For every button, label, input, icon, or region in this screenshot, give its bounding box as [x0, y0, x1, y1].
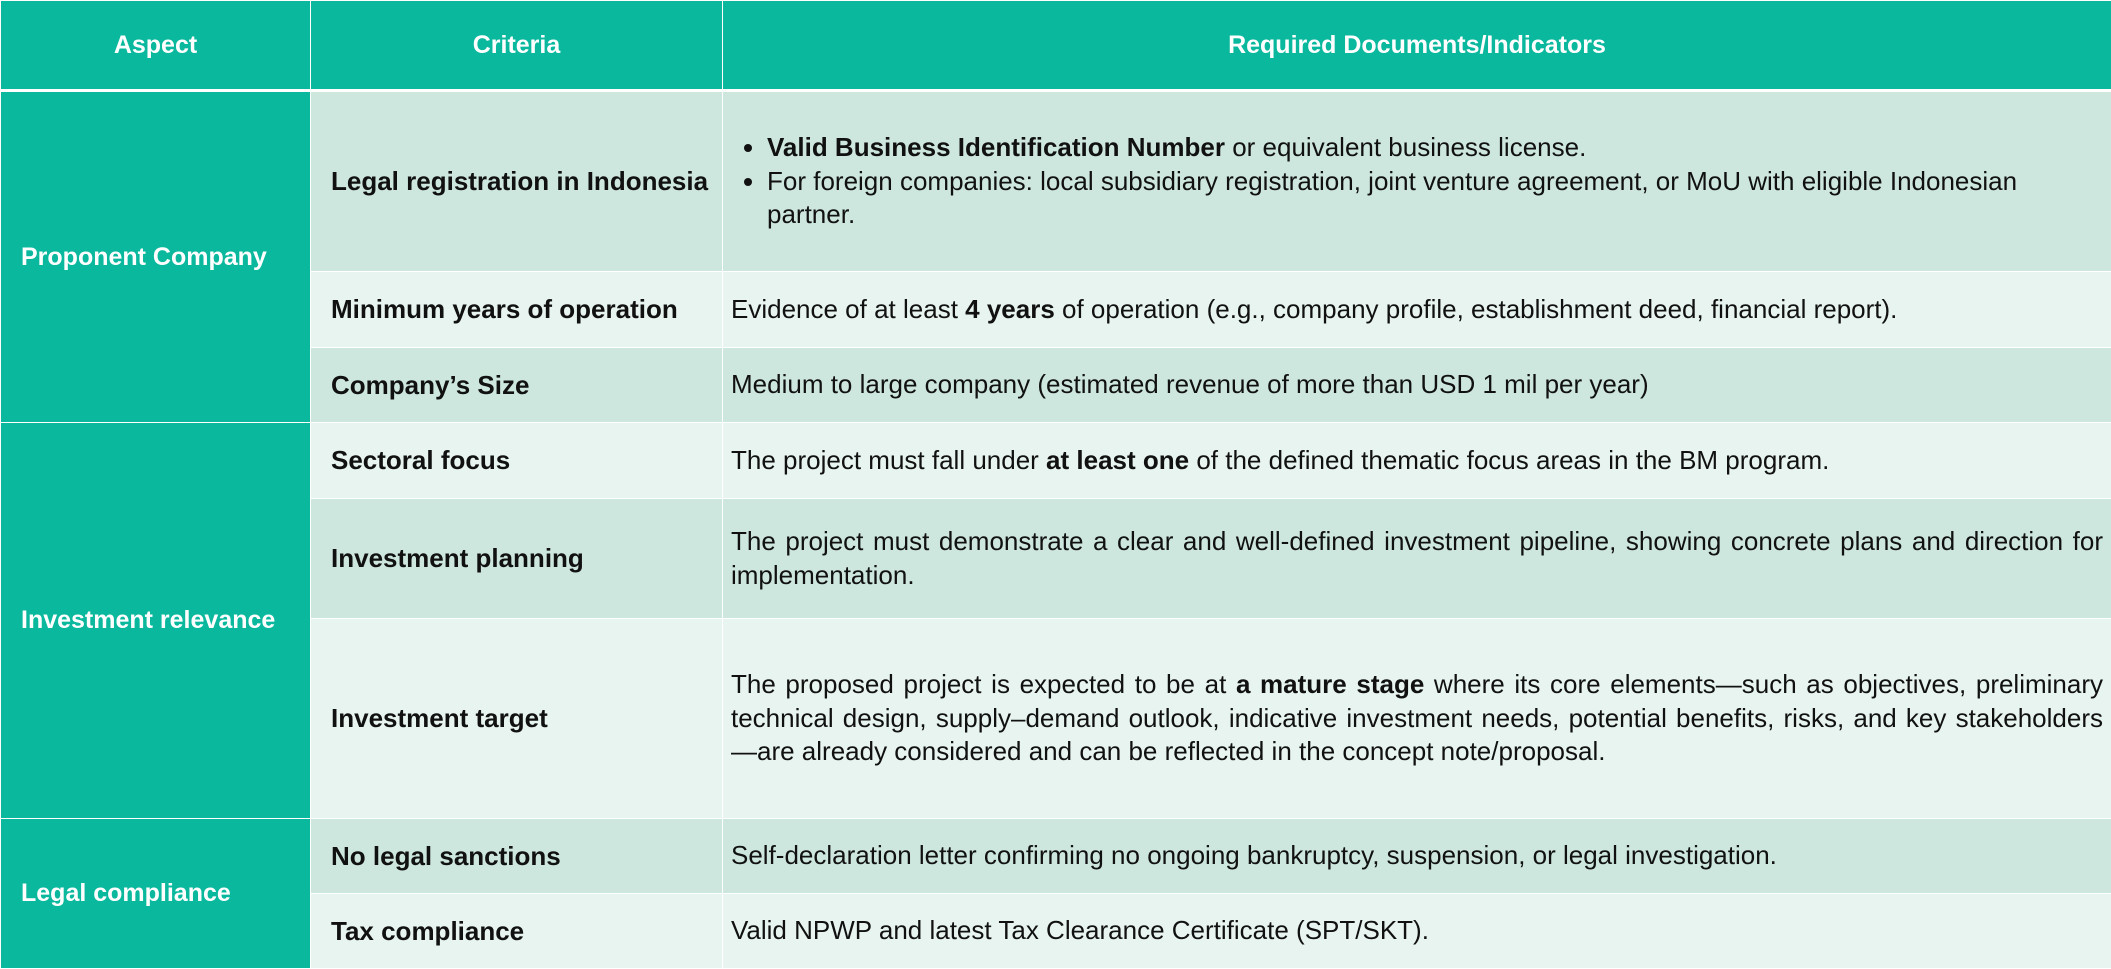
required-company-size: Medium to large company (estimated revenue of more than USD 1 mil per year)	[723, 348, 2111, 423]
body-text: For foreign companies: local subsidiary registration, joint venture agreement, or MoU with eligible Indonesian partner.	[767, 166, 2017, 230]
list-item	[767, 165, 2103, 233]
aspect-legal-compliance: Legal compliance	[1, 819, 311, 969]
criteria-company-size: Company’s Size	[311, 348, 723, 423]
required-minimum-years	[723, 272, 2111, 348]
bullet-list	[731, 131, 2103, 232]
list-item	[767, 131, 2103, 165]
table-row	[1, 619, 2111, 819]
required-tax-compliance: Valid NPWP and latest Tax Clearance Certificate (SPT/SKT).	[723, 894, 2111, 969]
required-no-legal-sanctions: Self-declaration letter confirming no ongoing bankruptcy, suspension, or legal investigation.	[723, 819, 2111, 894]
bold-text: Valid Business Identification Number	[767, 132, 1225, 162]
bold-text: 4 years	[965, 294, 1055, 324]
criteria-tax-compliance: Tax compliance	[311, 894, 723, 969]
criteria-investment-planning: Investment planning	[311, 499, 723, 619]
criteria-minimum-years: Minimum years of operation	[311, 272, 723, 348]
aspect-investment-relevance: Investment relevance	[1, 423, 311, 819]
bold-text: at least one	[1046, 445, 1189, 475]
table-row	[1, 499, 2111, 619]
header-required: Required Documents/Indicators	[723, 1, 2111, 91]
criteria-legal-registration: Legal registration in Indonesia	[311, 91, 723, 272]
body-text: The project must fall under	[731, 445, 1046, 475]
aspect-proponent-company: Proponent Company	[1, 91, 311, 423]
table-row	[1, 423, 2111, 499]
body-text: Evidence of at least	[731, 294, 965, 324]
header-criteria: Criteria	[311, 1, 723, 91]
required-investment-planning: The project must demonstrate a clear and well-defined investment pipeline, showing concrete plans and direction for implementation.	[723, 499, 2111, 619]
body-text: of operation (e.g., company profile, establishment deed, financial report).	[1055, 294, 1898, 324]
criteria-investment-target: Investment target	[311, 619, 723, 819]
body-text: The proposed project is expected to be at	[731, 669, 1236, 699]
body-text: or equivalent business license.	[1225, 132, 1586, 162]
required-legal-registration	[723, 91, 2111, 272]
required-sectoral-focus	[723, 423, 2111, 499]
bold-text: a mature stage	[1236, 669, 1424, 699]
table-row	[1, 272, 2111, 348]
body-text: where its core elements—such as objectives, preliminary technical design, supply–demand outlook, indicative investment needs, potential benefits, risks, and key stakeholders—are already considered and can be reflected in the concept note/proposal.	[731, 669, 2103, 767]
body-text: of the defined thematic focus areas in the BM program.	[1189, 445, 1829, 475]
table-row	[1, 894, 2111, 969]
header-row	[1, 1, 2111, 91]
required-investment-target	[723, 619, 2111, 819]
table-row	[1, 819, 2111, 894]
table-row	[1, 348, 2111, 423]
criteria-no-legal-sanctions: No legal sanctions	[311, 819, 723, 894]
criteria-sectoral-focus: Sectoral focus	[311, 423, 723, 499]
header-aspect: Aspect	[1, 1, 311, 91]
table-row	[1, 91, 2111, 272]
